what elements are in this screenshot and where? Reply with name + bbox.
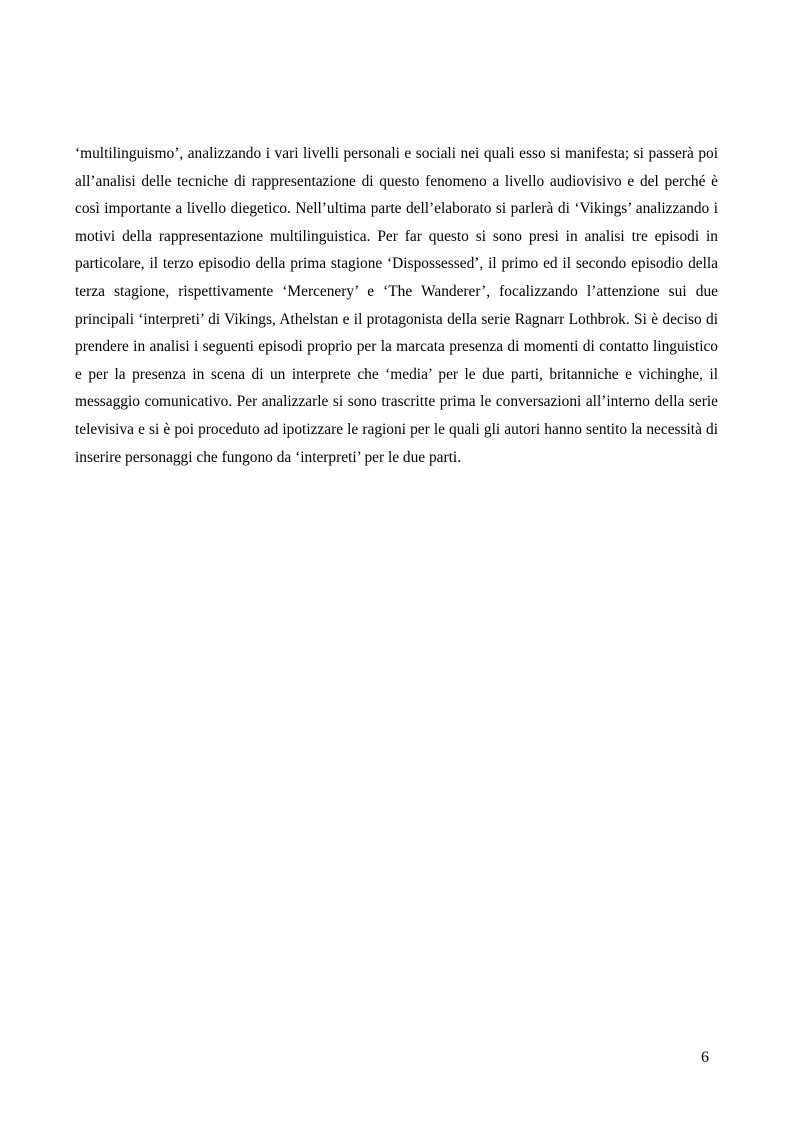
page-number: 6 bbox=[701, 1049, 709, 1066]
body-paragraph: ‘multilinguismo’, analizzando i vari livelli personali e sociali nei quali esso si manifesta; si passerà poi all’analisi delle tecniche di rappresentazione di questo fenomeno a livello audiovisivo e del perché è così importante a livello diegetico. Nell’ultima parte dell’elaborato si parlerà di ‘Vikings’ analizzando i motivi della rappresentazione multilinguistica. Per far questo si sono presi in analisi tre episodi in particolare, il terzo episodio della prima stagione ‘Dispossessed’, il primo ed il secondo episodio della terza stagione, rispettivamente ‘Mercenery’ e ‘The Wanderer’, focalizzando l’attenzione sui due principali ‘interpreti’ di Vikings, Athelstan e il protagonista della serie Ragnarr Lothbrok. Si è deciso di prendere in analisi i seguenti episodi proprio per la marcata presenza di momenti di contatto linguistico e per la presenza in scena di un interprete che ‘media’ per le due parti, britanniche e vichinghe, il messaggio comunicativo. Per analizzarle si sono trascritte prima le conversazioni all’interno della serie televisiva e si è poi proceduto ad ipotizzare le ragioni per le quali gli autori hanno sentito la necessità di inserire personaggi che fungono da ‘interpreti’ per le due parti. bbox=[75, 145, 718, 466]
